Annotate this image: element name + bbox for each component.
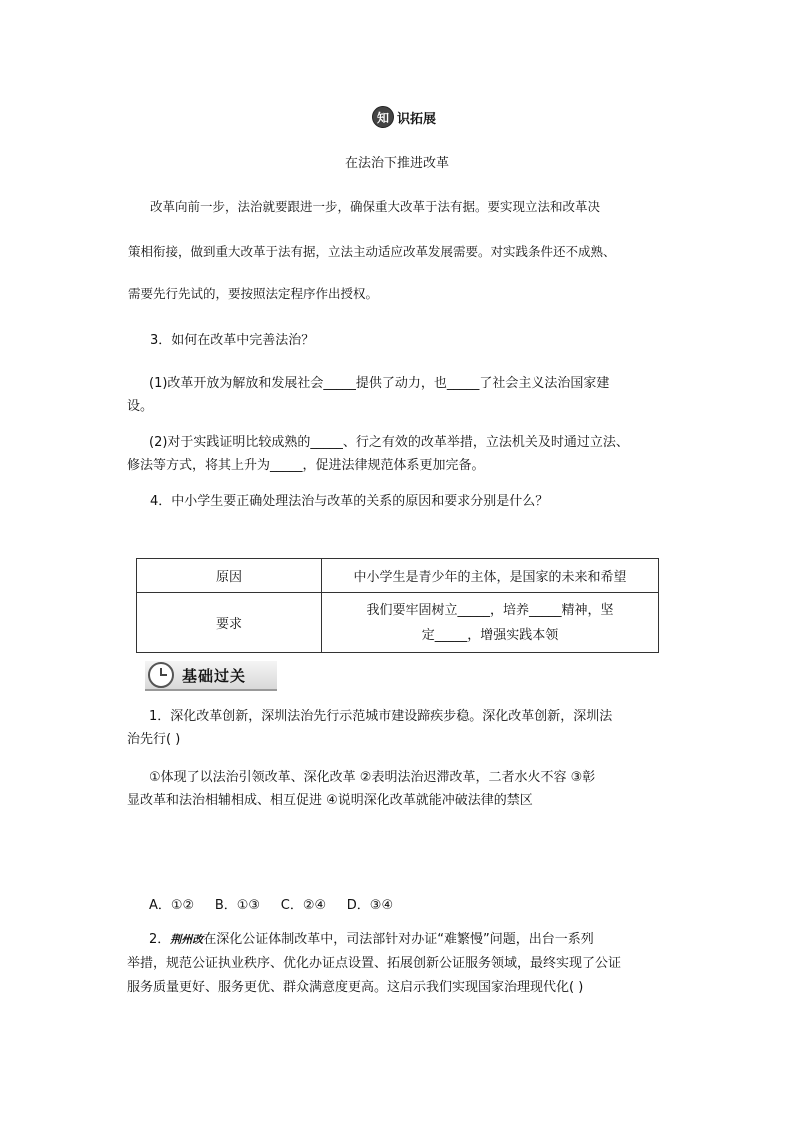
- source-tag: 荆州改: [170, 933, 204, 946]
- table-body-text: 我们要牢固树立_____，培养_____精神，坚: [366, 602, 614, 618]
- knowledge-extension-badge: [372, 104, 436, 130]
- q3-item1-line2: 设。: [127, 399, 154, 414]
- mc1-options-line1: ①体现了以法治引领改革、深化改革 ②表明法治迟滞改革，二者水火不容 ③彰: [149, 770, 596, 785]
- q3-item2-line2: 修法等方式，将其上升为_____，促进法律规范体系更加完备。: [127, 458, 485, 473]
- extension-line-3: 需要先行先试的，要按照法定程序作出授权。: [128, 286, 379, 301]
- mc1-stem-line1: 1．深化改革创新，深圳法治先行示范城市建设蹄疾步稳。深化改革创新，深圳法: [149, 709, 613, 724]
- mc1-options-line2: 显改革和法治相辅相成、相互促进 ④说明深化改革就能冲破法律的禁区: [127, 793, 533, 808]
- section-header: [145, 661, 277, 691]
- q3-question: 3．如何在改革中完善法治？: [150, 333, 315, 348]
- mc1-stem-line2: 治先行( ): [127, 732, 181, 747]
- table-body-cell: [322, 593, 659, 653]
- table-body-text: 中小学生是青少年的主体，是国家的未来和希望: [353, 570, 627, 585]
- q4-question: 4．中小学生要正确处理法治与改革的关系的原因和要求分别是什么？: [150, 494, 549, 509]
- answer-table: [136, 558, 659, 653]
- mc2-stem-line2: 举措，规范公证执业秩序、优化办证点设置、拓展创新公证服务领域，最终实现了公证: [127, 956, 622, 971]
- mc2-number: 2．: [149, 932, 171, 947]
- extension-line-2: 策相衔接，做到重大改革于法有据，立法主动适应改革发展需要。对实践条件还不成熟、: [128, 244, 616, 259]
- mc2-stem-text: 在深化公证体制改革中，司法部针对办证“难繁慢”问题，出台一系列: [203, 932, 594, 947]
- section-title: 在法治下推进改革: [344, 156, 449, 171]
- q3-item2-line1: (2)对于实践证明比较成熟的_____、行之有效的改革举措，立法机关及时通过立法、: [149, 435, 629, 450]
- mc2-stem-line1: [149, 929, 594, 951]
- extension-line-1: 改革向前一步，法治就要跟进一步，确保重大改革于法有据。要实现立法和改革决: [150, 199, 601, 214]
- table-row: [137, 559, 659, 593]
- table-body-cell: [322, 559, 659, 593]
- mc1-choices: A．①② B．①③ C．②④ D．③④: [149, 898, 394, 913]
- table-head-cell: 原因: [137, 559, 322, 593]
- badge-label: 识拓展: [397, 111, 437, 127]
- clock-icon: [148, 662, 174, 688]
- mc2-stem-line3: 服务质量更好、服务更优、群众满意度更高。这启示我们实现国家治理现代化( ): [127, 980, 584, 995]
- section-header-label: 基础过关: [182, 666, 247, 685]
- table-row: [137, 593, 659, 653]
- table-body-text: 定_____，增强实践本领: [421, 627, 559, 643]
- q3-item1-line1: (1)改革开放为解放和发展社会_____提供了动力，也_____了社会主义法治国家建: [149, 376, 610, 391]
- table-head-cell: 要求: [137, 593, 322, 653]
- knowledge-icon: 知: [372, 106, 394, 128]
